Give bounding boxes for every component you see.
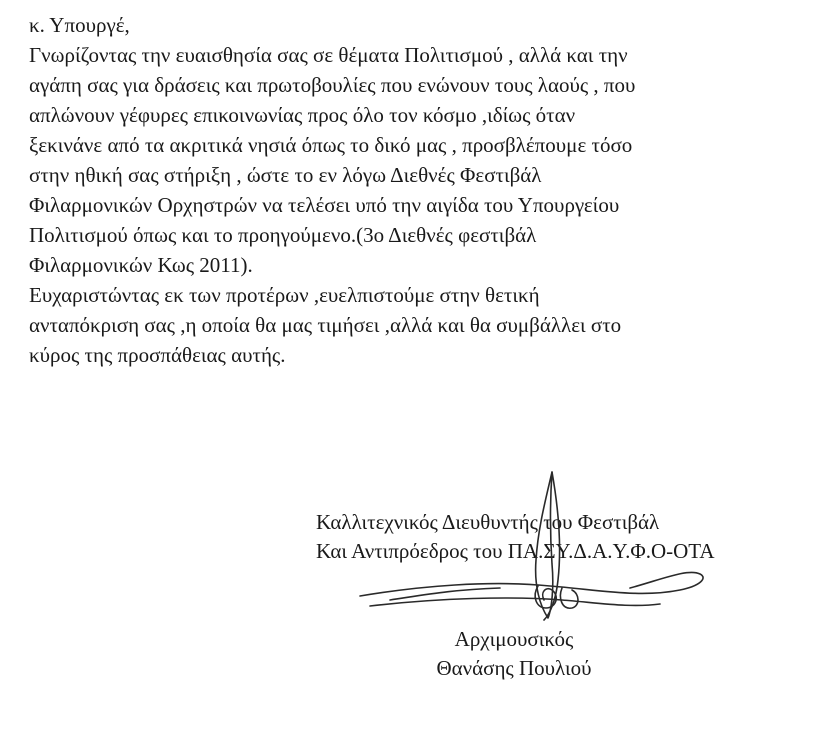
- salutation: κ. Υπουργέ,: [29, 13, 130, 37]
- paragraph-1-line: ξεκινάνε από τα ακριτικά νησιά όπως το δικό μας , προσβλέπουμε τόσο: [29, 133, 633, 157]
- paragraph-2-line: ανταπόκριση σας ,η οποία θα μας τιμήσει ,αλλά και θα συμβάλλει στο: [29, 313, 622, 337]
- signatory-name: Θανάσης Πουλιού: [436, 656, 592, 680]
- paragraph-1-line: Φιλαρμονικών Κως 2011).: [29, 253, 253, 277]
- letter-body: [29, 10, 809, 370]
- paragraph-1-line: αγάπη σας για δράσεις και πρωτοβουλίες που ενώνουν τους λαούς , που: [29, 73, 636, 97]
- paragraph-1-line: απλώνουν γέφυρες επικοινωνίας προς όλο τον κόσμο ,ιδίως όταν: [29, 103, 576, 127]
- closing-role-line: Καλλιτεχνικός Διευθυντής του Φεστιβάλ: [316, 510, 660, 534]
- paragraph-2-line: Ευχαριστώντας εκ των προτέρων ,ευελπιστούμε στην θετική: [29, 283, 540, 307]
- signatory-title: Αρχιμουσικός: [454, 627, 574, 651]
- paragraph-1-line: στην ηθική σας στήριξη , ώστε το εν λόγω Διεθνές Φεστιβάλ: [29, 163, 542, 187]
- paragraph-2-line: κύρος της προσπάθειας αυτής.: [29, 343, 286, 367]
- closing-role-line: Και Αντιπρόεδρος του ΠΑ.ΣΥ.Δ.Α.Υ.Φ.Ο-ΟΤΑ: [316, 539, 715, 563]
- paragraph-1-line: Γνωρίζοντας την ευαισθησία σας σε θέματα Πολιτισμού , αλλά και την: [29, 43, 628, 67]
- paragraph-1-line: Φιλαρμονικών Ορχηστρών να τελέσει υπό την αιγίδα του Υπουργείου: [29, 193, 620, 217]
- signatory-block: [414, 625, 614, 683]
- closing-block: [316, 508, 715, 566]
- paragraph-1-line: Πολιτισμού όπως και το προηγούμενο.(3ο Διεθνές φεστιβάλ: [29, 223, 537, 247]
